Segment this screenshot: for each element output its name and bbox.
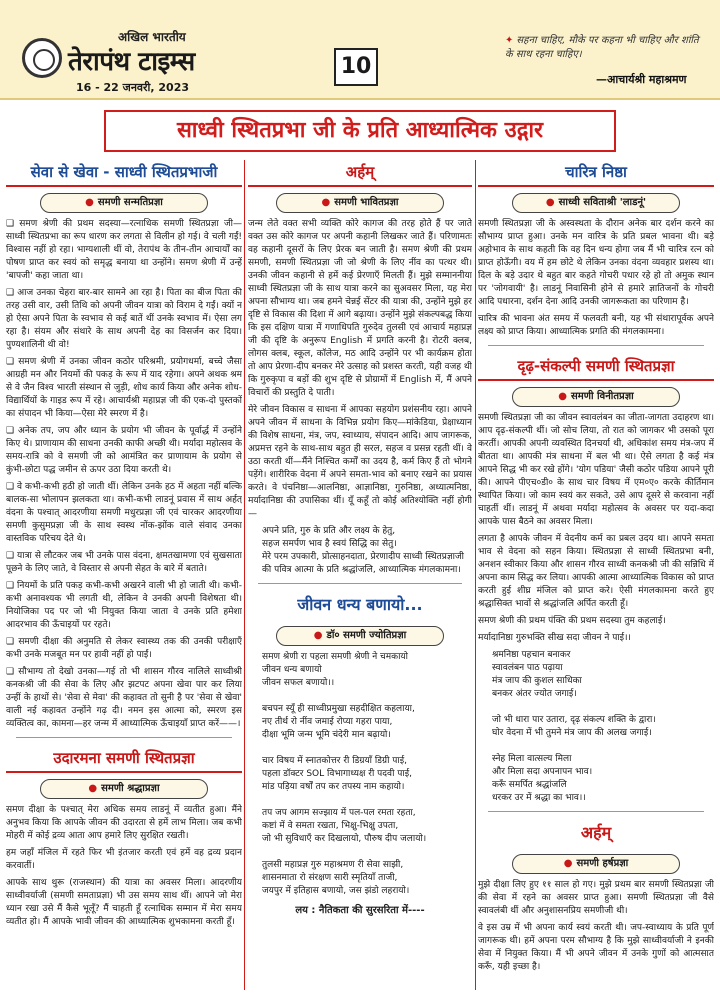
poem-line: बनकर अंतर ज्योत जगाई।	[492, 689, 577, 699]
poem-line: स्वावलंबन पाठ पढ़ाया	[492, 663, 563, 673]
article-paragraph: ❑ आज उनका चेहरा बार-बार सामने आ रहा है। पिता का बीज पिता की तरह उसी वार, उसी तिथि को अपनी जीवन यात्रा को विराम दे गईं। क्यों न हो ऐसा अपने पिता के स्वभाव से कई बातें थीं उनके स्वभाव में। ऐसा लग रहा है। संयम और संथारे के साथ अपनी देह का विसर्जन कर दिया। पुण्यशालिनी थी वो!	[6, 288, 242, 350]
article-paragraph: लगता है आपके जीवन में वेदनीय कर्म का प्रबल उदय था। आपने समता भाव से वेदना को सहन किया। स्थितप्रज्ञा से साध्वी स्थितप्रभा बनी, अनशन स्वीकार किया और शासन गौरव साध्वी कनकश्री जी की सन्निधि में अपना काम सिद्ध कर लिया। आपकी आत्मा आध्यात्मिक विकास को प्राप्त करती हुई शीघ्र मंजिल को प्राप्त करे। ऐसी मंगलकामना करते हुए श्रद्धासिक्त भावों से श्रद्धांजलि अर्पित करती हूँ।	[478, 534, 714, 609]
article-paragraph: ❑ यात्रा से लौटकर जब भी उनके पास वंदना, क्षमतखामणा एवं सुखसाता पूछने के लिए जाते, वे विस्तार से अपनी सेहत के बारे में बताते।	[6, 551, 242, 574]
article-byline	[512, 387, 680, 407]
poem-line: धरकर उर में श्रद्धा का भाव।।	[492, 793, 586, 803]
article-paragraph: चारित्र की भावना अंत समय में फलवती बनी, यह भी संथारापूर्वक अपने लक्ष्य को प्राप्त किया। आध्यात्मिक प्रगति की मंगलकामना।	[478, 314, 714, 337]
article-paragraph: ❑ समण श्रेणी की प्रथम सदस्या—रत्नाधिक समणी स्थितप्रज्ञा जी—साध्वी स्थितप्रभा का रूप धारण कर लगता से विलीन हो गई। वे चली गईं! विश्वास नहीं हो रहा। भाग्यशाली थीं वो, तेरापंथ के तीन-तीन आचार्यों का पोषण प्राप्त कर स्वयं को समृद्ध बनाया था उन्होंने। समण श्रेणी में उन्हें 'बापजी' कहा जाता था।	[6, 219, 242, 281]
bullet-dot-icon: ●	[313, 630, 323, 641]
poem-line: जो भी धारा पार उतारा, दृढ़ संकल्प शक्ति के द्वारा।	[492, 715, 656, 725]
brand-subtitle: अखिल भारतीय	[118, 30, 186, 44]
poem-line: श्रमनिष्ठा पहचान बनाकर	[492, 650, 571, 660]
byline-name: समणी भावितप्रज्ञा	[334, 197, 399, 208]
poem-line: घोर वेदना में भी तुमने मंत्र जाप की अलख जगाई।	[492, 728, 652, 738]
poem-line: जीवन सफल बणायो।।	[262, 678, 335, 688]
issue-date: 16 - 22 जनवरी, 2023	[76, 81, 190, 94]
poem-line: अपने प्रति, गुरु के प्रति और लक्ष्य के हेतु,	[262, 526, 396, 536]
poem-line	[492, 701, 714, 714]
bullet-dot-icon: ●	[88, 783, 98, 794]
column-1	[6, 158, 242, 990]
poem-line: कष्टां में वे समता रखता, भिक्षु-भिक्षु उपता,	[262, 821, 399, 831]
poem-line: सहज समर्पण भाव है स्वयं सिद्धि का सेतु।	[262, 539, 397, 549]
article-title: उदारमना समणी स्थितप्रज्ञा	[6, 744, 242, 773]
quote-text: सहना चाहिए, मौके पर कहना भी चाहिए और शांति के साथ रहना चाहिए।	[505, 35, 699, 60]
poem-title: जीवन धन्य बणायो...	[297, 595, 423, 614]
poem-line: स्नेह मिला वात्सल्य मिला	[492, 754, 572, 764]
poem-line: चार विषय में स्नातकोत्तर री डिग्रयाँ डिग्री पाई,	[262, 756, 407, 766]
page-headline: साध्वी स्थितप्रभा जी के प्रति आध्यात्मिक उद्गार	[176, 118, 544, 143]
quote-author: —आचार्यश्री महाश्रमण	[596, 73, 687, 86]
poem-line: जीवन धन्य बणायो	[262, 665, 322, 675]
poem-line: मेरे परम उपकारी, प्रोत्साहनदाता, प्रेरणादीप साध्वी स्थितप्रज्ञाजी	[262, 552, 464, 562]
poem-line: पहला डॉक्टर SOL विभागाध्यक्ष री पदवी पाई,	[262, 769, 412, 779]
article-title: अर्हम्	[248, 158, 472, 187]
bullet-dot-icon: ●	[545, 197, 555, 208]
poem-line: करूँ समर्पित श्रद्धांजलि	[492, 780, 567, 790]
article-paragraph: मुझे दीक्षा लिए हुए ११ साल हो गए। मुझे प्रथम बार समणी स्थितप्रज्ञा जी की सेवा में रहने का अवसर प्राप्त हुआ। समणी स्थितप्रज्ञा जी वैसे स्वावलंबी थीं और अनुशासनप्रिय समणीजी थी।	[478, 880, 714, 916]
brand-title: तेरापंथ टाइम्स	[68, 47, 195, 77]
poem-line: नए तीर्थ रो नींव जमाई रोप्या गहरा पाया,	[262, 717, 393, 727]
poem-line: शासनमाता रो संरक्षण सारी स्मृतियाँ ताजी,	[262, 873, 398, 883]
poem-line: तप जप आगम सज्झाय में पल-पल रमता रहता,	[262, 808, 416, 818]
poem-line: मंत्र जाप की कुशल साधिका	[492, 676, 582, 686]
quote-diamond-icon: ✦	[505, 35, 514, 46]
article-title: अर्हम्	[580, 823, 612, 842]
article-paragraph: ❑ समणी दीक्षा की अनुमति से लेकर स्वास्थ्य तक की उनकी परीक्षाएँ कभी उनके मजबूत मन पर हावी नहीं हो पाईं।	[6, 637, 242, 660]
column-divider-left	[244, 160, 245, 990]
article-paragraph: समणी स्थितप्रज्ञा जी के अस्वस्थता के दौरान अनेक बार दर्शन करने का सौभाग्य प्राप्त हुआ। उनके मन वारित्र के प्रति प्रबल भावना थी। बड़े अहोभाव के साथ कहती कि वह दिन धन्य होगा जब मैं भी चारित्र रत्न को प्राप्त होऊँगी। वय में हम छोटे थे लेकिन उनका वंदना व्यवहार प्रशस्य था। दिल के बड़े उदार थे बहुत बार कहते गोचरी पधार रहे हो तो अमुक स्थान पर 'जोगवायी' है। लाडनूं निवासिनी होने से हमारे ज्ञातिजनों के गोचरी आदि पधारना, दर्शन देना आदि उनकी जागरूकता का परिणाम है।	[478, 219, 714, 307]
masthead	[0, 0, 720, 100]
article-paragraph: ❑ सौभाग्य तो देखो उनका—गई तो भी शासन गौरव नालिले साध्वीश्री कनकश्री जी की सेवा के लिए और झटपट अपना खेवा पार कर लिया उन्हीं के हाथों से। 'सेवा से मेवा' की कहावत तो सुनी है पर 'सेवा से खेवा' वाली नई कहावत उन्होंने गढ़ दी। नमन इस आत्मा को, स्मरण इस व्यक्तित्व का, कामना—हर जन्म में आध्यात्मिक ऊँचाइयाँ प्राप्त करें——।	[6, 667, 242, 729]
article-paragraph: समण श्रेणी की प्रथम पंक्ति की प्रथम सदस्या तुम कहलाई।	[478, 616, 666, 626]
article-paragraph: ❑ समण श्रेणी में उनका जीवन कठोर परिश्रमी, प्रयोगधर्मा, बच्चे जैसा आग्रही मन और नियमों की पकड़ के रूप में याद रहेगा। अपने अथक श्रम से वे जैन विश्व भारती संस्थान से जुड़ी, शोध कार्य किया और अनेक शोध-विद्यार्थियों के गाइड रूप में रहे। आचार्यश्री महाप्रज्ञ जी की एक-दो पुस्तकों का संपादन भी किया—ऐसा मेरे स्मरण में है।	[6, 357, 242, 419]
section-separator	[488, 345, 704, 346]
column-divider-right	[475, 160, 476, 990]
bullet-dot-icon: ●	[563, 858, 573, 869]
article-paragraph: मर्यादानिष्ठा गुरुभक्ति सीख सदा जीवन ने पाई।।	[478, 633, 631, 643]
section-separator	[488, 811, 704, 812]
article-paragraph: हम जहाँ मंजिल में रहते फिर भी इंतजार करती एवं हमें वह द्रव्य प्रदान करवातीं।	[6, 848, 242, 871]
section-separator	[258, 583, 462, 584]
poem-line: और मिला सदा अपनापन भाव।	[492, 767, 593, 777]
article-title: चारित्र निष्ठा	[478, 158, 714, 187]
poem-line: समण श्रेणी रा पहला समणी श्रेणी ने चमकायो	[262, 652, 408, 662]
section-separator	[16, 737, 232, 738]
bullet-dot-icon: ●	[558, 391, 567, 402]
article-paragraph: समण दीक्षा के पश्चात् मेरा अधिक समय लाडनूं में व्यतीत हुआ। मैंने अनुभव किया कि आपके जीवन की उदारता से हमें लाभ मिला। जब कभी मोहरी में कोई द्रव्य आता आप हमारे लिए सुरक्षित रखती।	[6, 805, 242, 841]
article-paragraph: जन्म लेते वक्त सभी व्यक्ति कोरे कागज की तरह होते हैं पर जाते वक्त उस कोरे कागज पर अपनी कहानी लिखकर जाते हैं। परिणामतः वह कहानी दूसरों के लिए प्रेरक बन जाती है। समण श्रेणी की प्रथम समणी, समणी स्थितप्रज्ञा जी जो श्रेणी के लिए नींव का पत्थर थी। उनकी जीवन कहानी से हमें कई प्रेरणाएँ मिलती हैं। मुझे सम्माननीया साध्वी स्थितप्रज्ञा जी के साथ यात्रा करने का सुअवसर मिला, यह मेरा अपना सौभाग्य था। जब हमने चेन्नई सेंटर की यात्रा की, उन्होंने मुझे हर दृष्टि से विकास की दिशा में आगे बढ़ाया। उन्होंने मुझे संकल्पबद्ध किया कि इस दक्षिण यात्रा में गणाधिपति गुरुदेव तुलसी एवं आचार्य महाप्रज्ञ जी की दृष्टि के अनुरूप English में प्रगति करनी है। रोटरी क्लब, लोगस क्लब, स्कूल, कॉलेज, मठ आदि उन्होंने पर भी कार्यक्रम होता तो आप प्रेरणा-दीप बनकर मेरे उत्साह को प्रशस्त करती, यही वजह थी कि गुरुकृपा व बड़ों की शुभ दृष्टि से प्रोग्रामों में English में, मैं अपने विचारों की प्रस्तुति दे पाती।	[248, 219, 472, 398]
headline-box	[104, 110, 616, 152]
bullet-dot-icon: ●	[321, 197, 331, 208]
article-paragraph: आपके साथ थुरू (राजस्थान) की यात्रा का अवसर मिला। आदरणीय साध्वीवर्याजी (समणी समताप्रज्ञा) भी उस समय साथ थीं। आपने जो मेरा ध्यान रखा उसे मैं कैसे भूलूँ? मैं चाहती हूँ रत्नाधिक सम्मान में मेरा समय व्यतीत हो। मैं आपके भावी जीवन की आध्यात्मिक शुभकामना करती हूँ।	[6, 878, 242, 927]
poem-line: जयपुर में इतिहास बणायो, जस झंडो लहरायो।	[262, 886, 410, 896]
poem-line	[262, 690, 472, 703]
article-paragraph: ❑ नियमों के प्रति पकड़ कभी-कभी अखरने वाली भी हो जाती थी। कभी-कभी अनावश्यक भी लगती थी, लेकिन वे उनकी अपनी विशेषता थी। नियोजिका पद पर जो भी नियुक्त किया जाता वे उनके प्रति हमेशा आदरभाव की ऊँचाइयों पर रहते।	[6, 581, 242, 630]
article-paragraph: ❑ वे कभी-कभी हठी हो जाती थीं। लेकिन उनके हठ में अहता नहीं बल्कि बालक-सा भोलापन झलकता था। कभी-कभी लाडनूं प्रवास में साथ अर्हत् वंदना के पश्चात् आदरणीया समणी मधुरप्रज्ञा जी एवं चारकर आदरणीया समणी कुसुमप्रज्ञा जी के साथ स्वस्थ नोंक-झोंक वाले संवाद उनका वास्तविक परिचय देते थे।	[6, 482, 242, 544]
page-number: 10	[334, 48, 378, 86]
article-byline	[512, 193, 680, 213]
article-paragraph: वे इस उम्र में भी अपना कार्य स्वयं करती थी। जप-स्वाध्याय के प्रति पूर्ण जागरूक थी। हमें अपना परम सौभाग्य है कि मुझे साध्वीवर्याजी ने इनकी सेवा में नियुक्त किया। मैं भी अपने जीवन में उनके गुणों को आत्मसात करूँ, यही इच्छा है।	[478, 923, 714, 972]
poem-line: बचपन स्यूँ ही साध्वीप्रमुखा सहदीक्षित कहलाया,	[262, 704, 415, 714]
poem-block	[492, 649, 714, 805]
byline-name: समणी विनीतप्रज्ञा	[571, 391, 634, 402]
article-byline	[512, 854, 680, 874]
byline-name: समणी हर्षप्रज्ञा	[576, 858, 629, 869]
masthead-quote	[505, 34, 705, 62]
article-paragraph: ❑ अनेक तप, जप और ध्यान के प्रयोग भी जीवन के पूर्वार्द्ध में उन्होंने किए थे। प्राणायाम की साधना उनकी काफी अच्छी थी। मर्यादा महोत्सव के समय-रात्रि को वे समणी जी को आमंत्रित कर प्राणायाम के प्रयोग से कुंभी-छोटा पद्ध जमीन से ऊपर उठा दिया करती थे।	[6, 426, 242, 475]
byline-name: डॉ० समणी ज्योतिप्रज्ञा	[326, 630, 407, 641]
article-byline	[276, 193, 444, 213]
poem-line: दीक्षा भूमि जन्म भूमि चंदेरी मान बढ़ायो।	[262, 730, 391, 740]
article-paragraph: समणी स्थितप्रज्ञा जी का जीवन स्वावलंबन का जीता-जागता उदाहरण था। आप दृढ़-संकल्पी थीं। जो सोच लिया, तो रात को जागकर भी उसको पूरा करतीं। आपकी अपनी व्यवस्थित दिनचर्या थी, अधिकांश समय मंत्र-जप में बीतता था। आपकी मंत्र साधना में बल भी था। ऐसे लगता है कई मंत्र आपने सिद्ध भी कर रखे होंगे। 'योग पडिया' जैसी कठोर पडिया आपने पूरी की। आपने पीएच०डी० के साथ चार विषय में एम०ए० करके कीर्तिमान स्थापित किया। जो काम स्वयं कर सकते, उसे आप दूसरे से करवाना नहीं चाहतीं थीं। लाडनूं में अथवा मर्यादा महोत्सव के अवसर पर यदा-कदा आपके पास बैठने का अवसर मिला।	[478, 413, 714, 527]
terapanth-logo-icon	[22, 38, 62, 78]
poem-line: तुलसी महाप्रज्ञ गुरु महाश्रमण री सेवा साझी,	[262, 860, 404, 870]
poem-block	[262, 525, 472, 577]
poem-line: की पवित्र आत्मा के प्रति श्रद्धांजलि, आध्यात्मिक मंगलकामना।	[262, 565, 461, 575]
poem-line	[262, 794, 472, 807]
article-title: सेवा से खेवा - साध्वी स्थितप्रभाजी	[6, 158, 242, 187]
poem-line	[262, 742, 472, 755]
article-title: दृढ़-संकल्पी समणी स्थितप्रज्ञा	[478, 352, 714, 381]
poem-line	[262, 846, 472, 859]
column-2	[248, 158, 472, 990]
column-3	[478, 158, 714, 990]
article-byline	[276, 626, 444, 646]
poem-line: जो भी सुविधाएँ कर दिखलायो, पौरुष दीप जलायो।	[262, 834, 427, 844]
article-paragraph: मेरे जीवन विकास व साधना में आपका सहयोग प्रशंसनीय रहा। आपने अपने जीवन में साधना के विभिन्न प्रयोग किए—मांकेडिया, प्रेक्षाध्यान की विशेष साधना, मंत्र, जप, स्वाध्याय, संपादन आदि। आप जागरूक, अप्रमत्त रहने के साथ-साथ बहुत ही सरल, सहज व प्रसन्न रहती थीं। वे उठा करती थीं—मैंने निश्चित कर्मों का उदय है, कर्म किए हैं तो भोगने पड़ेंगे। शारीरिक वेदना में अपने समता-भाव को बनाए रखने का प्रयास करते। वे पंचनिष्ठा—आलनिष्ठा, आज्ञानिष्ठा, गुरुनिष्ठा, अध्यात्मनिष्ठा, मर्यादानिष्ठा की उपासिका थीं। यूँ कहूँ तो कोई अतिश्योक्ति नहीं होगी—	[248, 405, 472, 519]
article-byline	[40, 779, 208, 799]
byline-name: समणी सन्मतिप्रज्ञा	[97, 197, 163, 208]
poem-tune-line: लय : नैतिकता की सुरसरिता में----	[295, 905, 425, 916]
poem-line: मांड पड़िया वर्षों तप कर तपस्य नाम कहायो।	[262, 782, 405, 792]
article-byline	[40, 193, 208, 213]
poem-line	[492, 740, 714, 753]
poem-block	[262, 651, 472, 898]
byline-name: साध्वी सविताश्री 'लाडनूं'	[558, 197, 647, 208]
bullet-dot-icon: ●	[85, 197, 94, 208]
byline-name: समणी श्रद्धाप्रज्ञा	[101, 783, 160, 794]
